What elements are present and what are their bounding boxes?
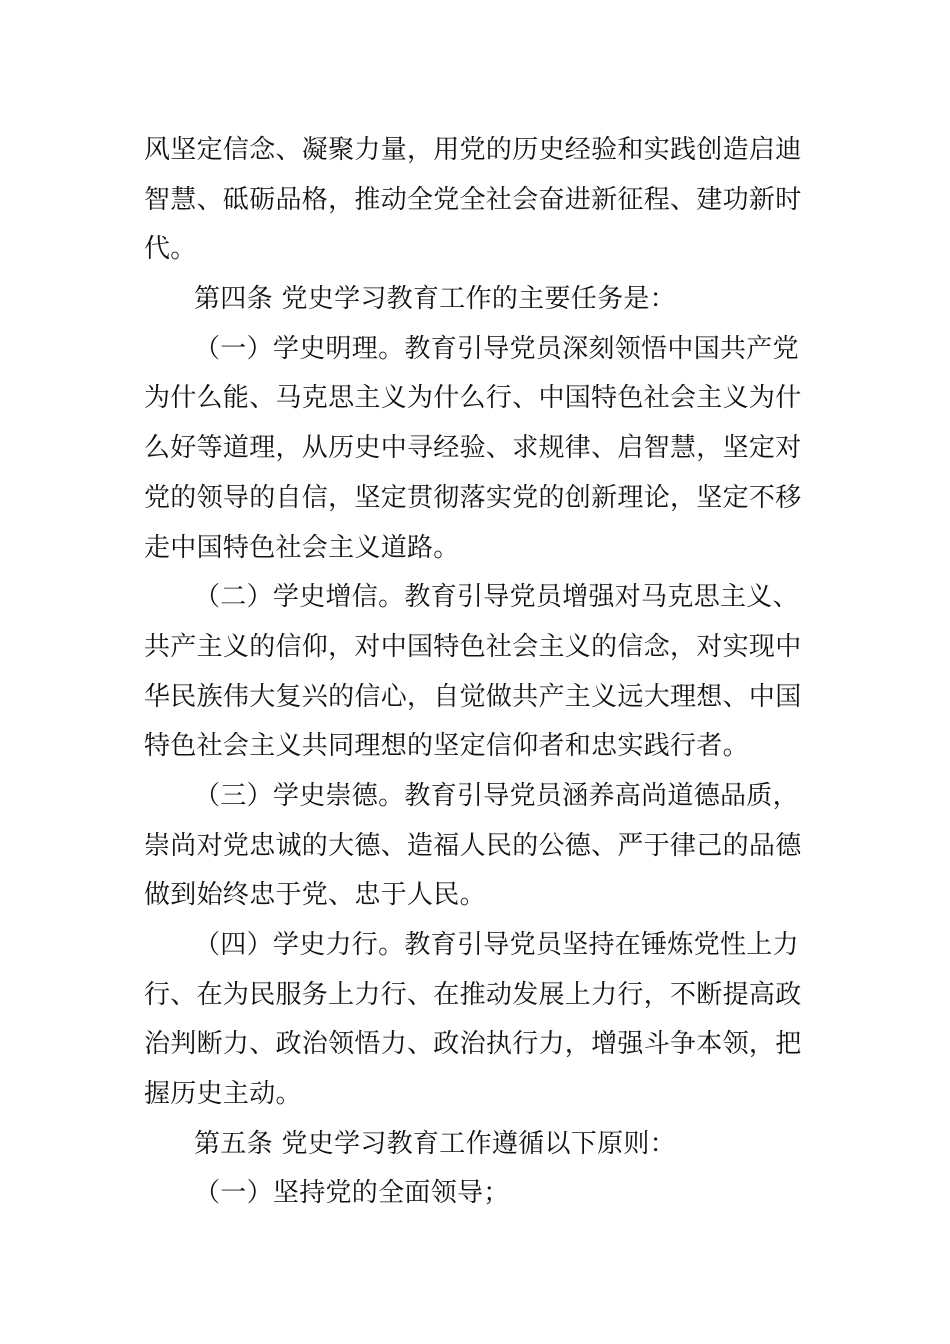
article-4-heading: 第四条 党史学习教育工作的主要任务是： bbox=[194, 284, 676, 315]
text-line: 握历史主动。 bbox=[144, 1079, 302, 1110]
text-line: （一）坚持党的全面领导； bbox=[194, 1178, 510, 1209]
text-line: （二）学史增信。教育引导党员增强对马克思主义、 bbox=[194, 582, 799, 613]
text-line: 智慧、砥砺品格，推动全党全社会奋进新征程、建功新时 bbox=[144, 184, 802, 215]
text-line: （三）学史崇德。教育引导党员涵养高尚道德品质， bbox=[194, 780, 799, 811]
text-line: （一）学史明理。教育引导党员深刻领悟中国共产党 bbox=[194, 333, 799, 364]
text-line: 行、在为民服务上力行、在推动发展上力行，不断提高政 bbox=[144, 979, 802, 1010]
text-line: 崇尚对党忠诚的大德、造福人民的公德、严于律己的品德 bbox=[144, 830, 802, 861]
text-line: 走中国特色社会主义道路。 bbox=[144, 532, 460, 563]
text-line: 做到始终忠于党、忠于人民。 bbox=[144, 880, 486, 911]
text-line: 么好等道理，从历史中寻经验、求规律、启智慧，坚定对 bbox=[144, 433, 802, 464]
text-line: 华民族伟大复兴的信心，自觉做共产主义远大理想、中国 bbox=[144, 681, 802, 712]
article-5-heading: 第五条 党史学习教育工作遵循以下原则： bbox=[194, 1128, 676, 1159]
text-line: 风坚定信念、凝聚力量，用党的历史经验和实践创造启迪 bbox=[144, 135, 802, 165]
text-line: 治判断力、政治领悟力、政治执行力，增强斗争本领，把 bbox=[144, 1029, 802, 1060]
document-body bbox=[144, 126, 808, 1219]
text-line: 共产主义的信仰，对中国特色社会主义的信念，对实现中 bbox=[144, 631, 802, 662]
text-line: 为什么能、马克思主义为什么行、中国特色社会主义为什 bbox=[144, 383, 802, 414]
text-line: 党的领导的自信，坚定贯彻落实党的创新理论，坚定不移 bbox=[144, 482, 802, 513]
text-line: （四）学史力行。教育引导党员坚持在锤炼党性上力 bbox=[194, 930, 799, 960]
text-line: 特色社会主义共同理想的坚定信仰者和忠实践行者。 bbox=[144, 731, 749, 762]
text-line: 代。 bbox=[144, 234, 197, 265]
